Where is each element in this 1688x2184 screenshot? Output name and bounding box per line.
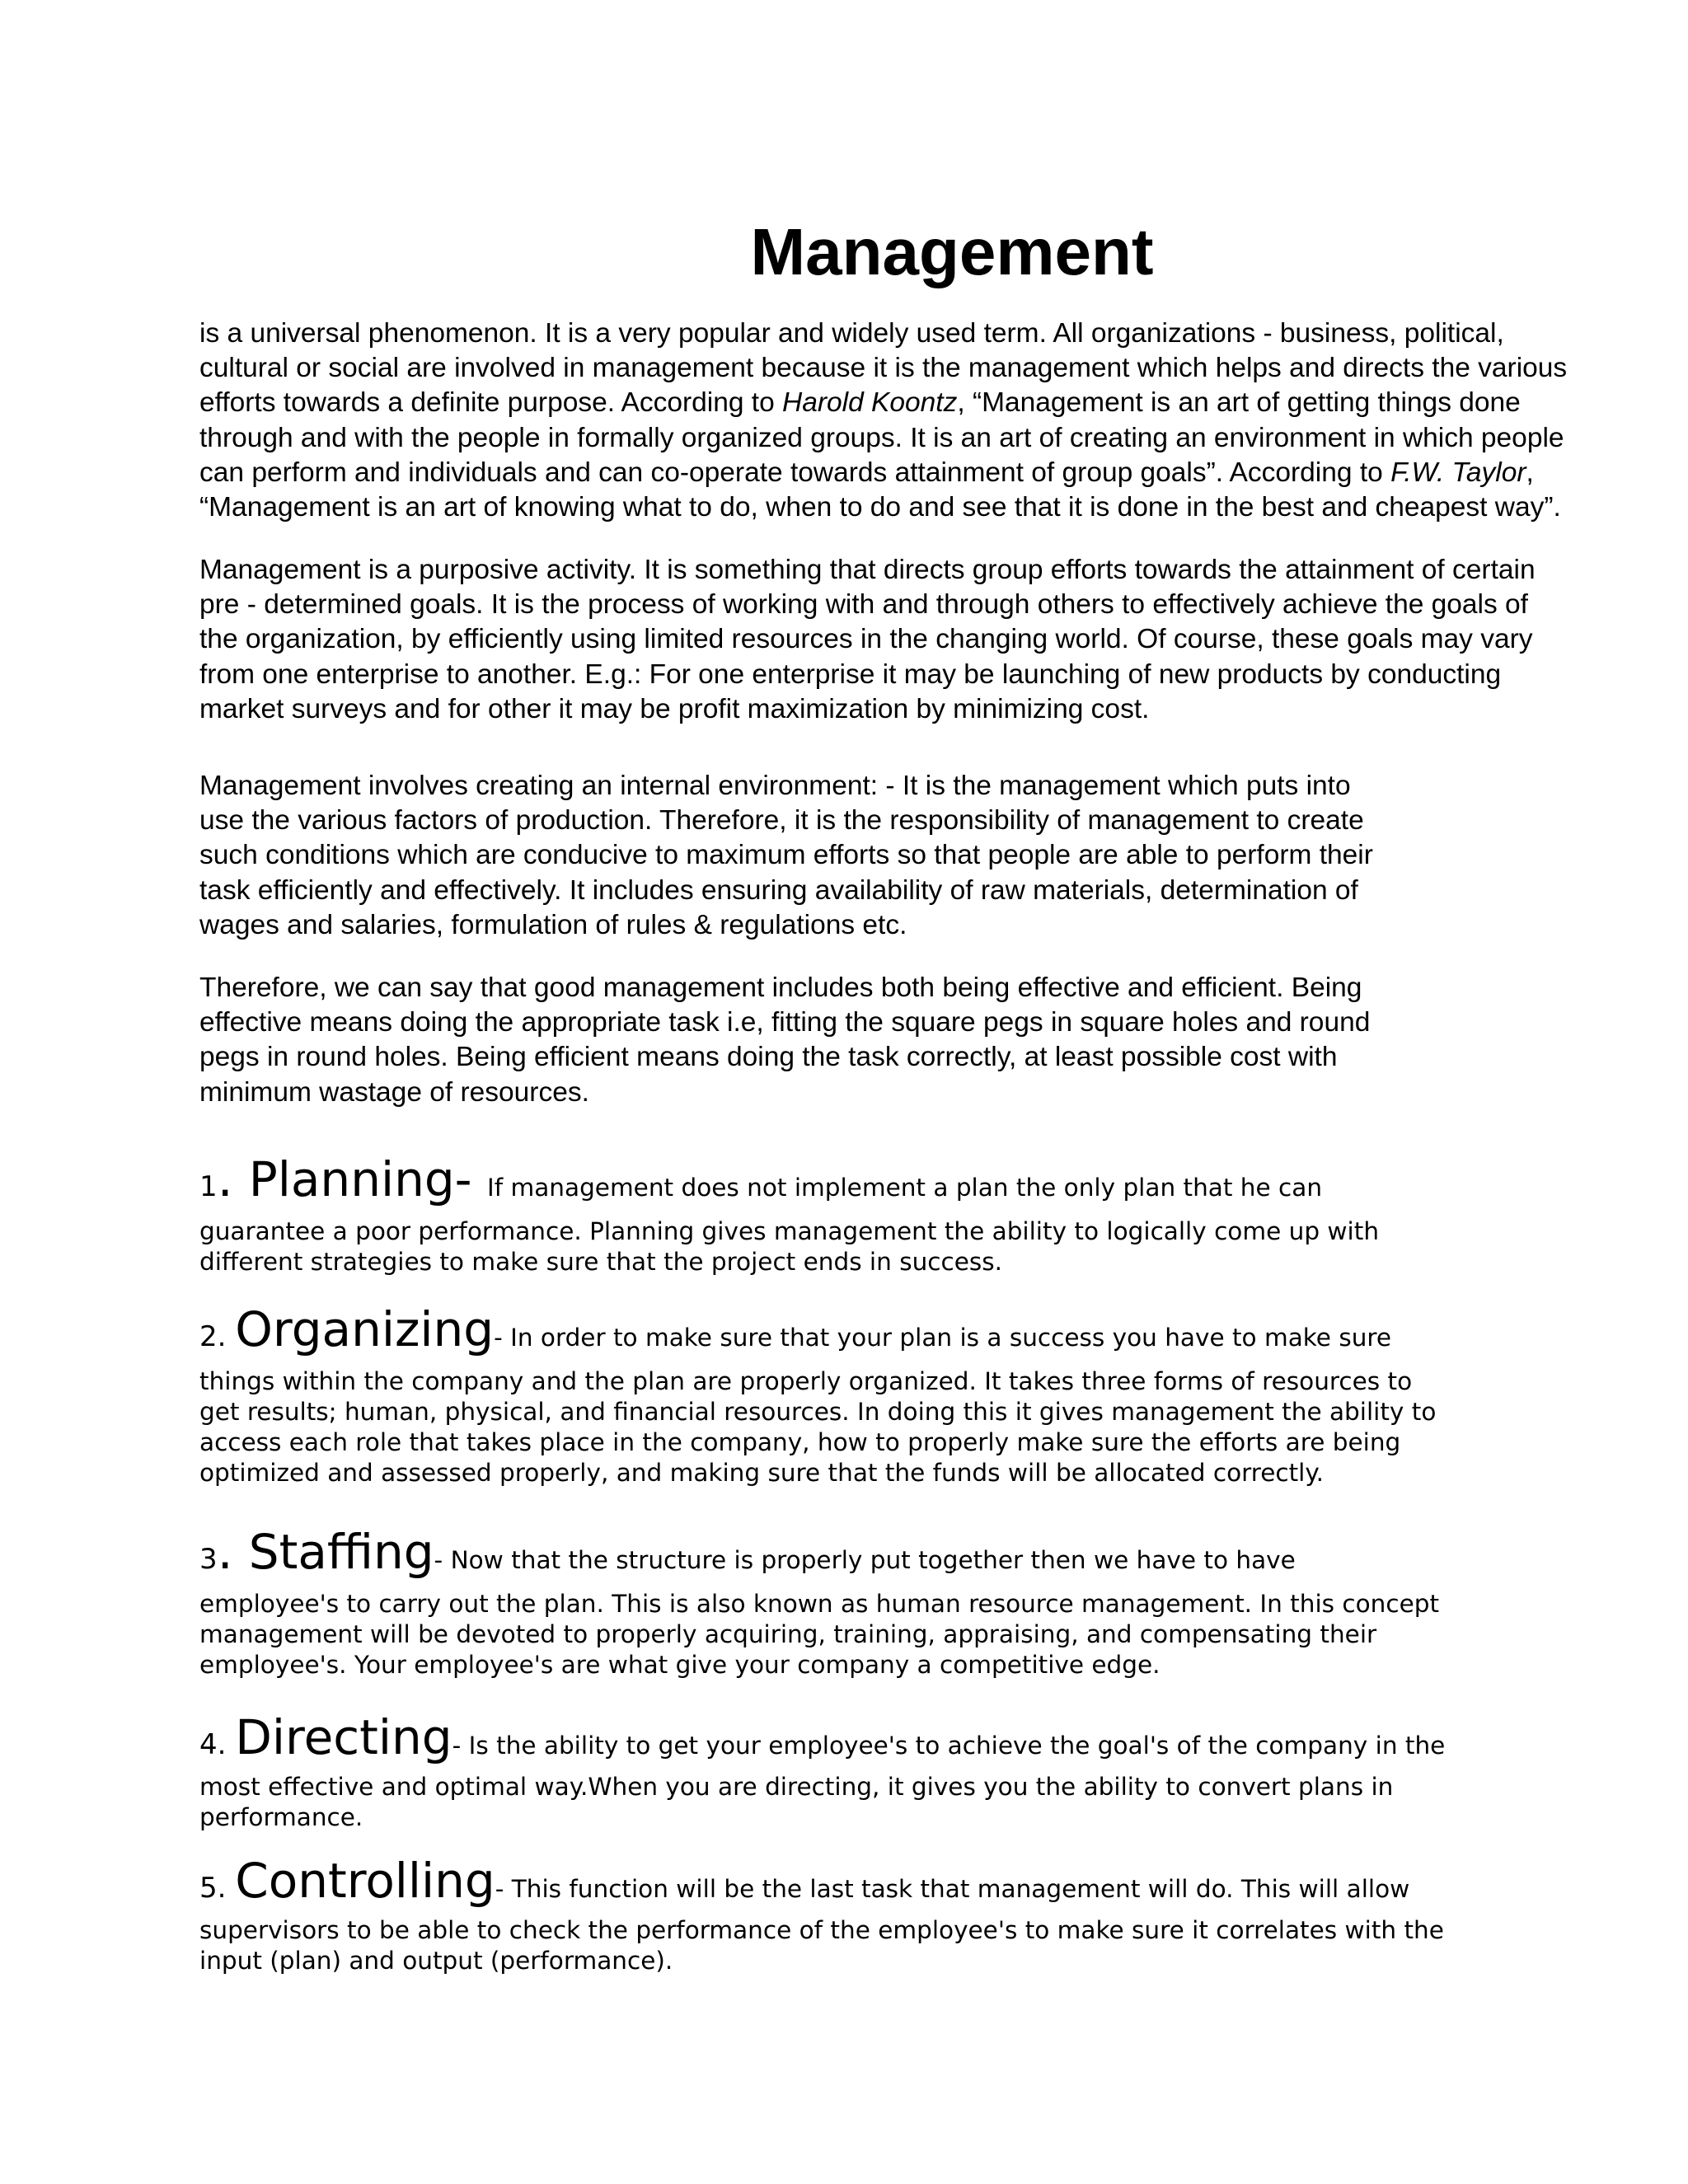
intro-paragraph [199, 316, 1567, 525]
function-text: - In order to make sure that your plan is a success you have to make sure [494, 1324, 1392, 1352]
paragraph-purposive [199, 553, 1536, 727]
function-name: Organizing [235, 1301, 495, 1357]
function-name: Controlling [235, 1853, 495, 1909]
function-text: - Now that the structure is properly put together then we have to have [434, 1546, 1296, 1574]
text-line: pegs in round holes. Being efficient means doing the task correctly, at least possible cost with [199, 1042, 1338, 1073]
function-separator [226, 1728, 235, 1761]
page-title: Management [750, 215, 1154, 288]
function-heading-line [199, 1151, 1518, 1216]
function-name: Staffing [248, 1524, 434, 1580]
function-planning [199, 1151, 1518, 1277]
text-span: , “Management is an art of getting things done [957, 387, 1521, 419]
text-line: effective means doing the appropriate task i.e, fitting the square pegs in square holes and round [199, 1007, 1371, 1038]
text-span: , [1526, 457, 1534, 488]
function-number: 3 [199, 1543, 218, 1576]
paragraph-environment [199, 769, 1373, 943]
text-line: Therefore, we can say that good management includes both being effective and efficient. Being [199, 972, 1362, 1003]
function-separator [226, 1320, 235, 1353]
text-line: guarantee a poor performance. Planning gives management the ability to logically come up with [199, 1217, 1380, 1245]
function-staffing [199, 1523, 1518, 1680]
function-number: 1 [199, 1170, 218, 1203]
author-name: F.W. Taylor [1390, 457, 1526, 488]
text-line: Management is a purposive activity. It is something that directs group efforts towards the attainment of certain [199, 555, 1536, 585]
function-heading-line [199, 1854, 1518, 1915]
text-line: wages and salaries, formulation of rules & regulations etc. [199, 909, 907, 940]
function-heading-line [199, 1523, 1518, 1589]
text-line: task efficiently and effectively. It includes ensuring availability of raw materials, determination of [199, 874, 1358, 906]
text-line: get results; human, physical, and financial resources. In doing this it gives management the ability to [199, 1398, 1437, 1426]
text-line: most effective and optimal way.When you are directing, it gives you the ability to convert plans in [199, 1773, 1394, 1801]
function-separator [226, 1872, 235, 1905]
function-text: - Is the ability to get your employee's to achieve the goal's of the company in the [452, 1732, 1446, 1760]
function-number: 2. [199, 1320, 227, 1353]
function-directing [199, 1711, 1518, 1833]
text-line: management will be devoted to properly acquiring, training, appraising, and compensating their [199, 1620, 1377, 1648]
function-text: - This function will be the last task that management will do. This will allow [495, 1875, 1410, 1903]
text-line: optimized and assessed properly, and making sure that the funds will be allocated correctly. [199, 1459, 1324, 1487]
function-number: 5. [199, 1872, 227, 1905]
text-line: employee's. Your employee's are what give your company a competitive edge. [199, 1651, 1160, 1679]
text-line: “Management is an art of knowing what to do, when to do and see that it is done in the best and cheapest way”. [199, 492, 1561, 523]
function-name: Directing [235, 1709, 452, 1765]
function-organizing [199, 1301, 1518, 1488]
text-line: is a universal phenomenon. It is a very popular and widely used term. All organizations - business, political, [199, 318, 1504, 349]
function-controlling [199, 1854, 1518, 1976]
function-separator: . [217, 1151, 249, 1208]
text-line: Management involves creating an internal environment: - It is the management which puts into [199, 771, 1351, 801]
text-line: input (plan) and output (performance). [199, 1947, 673, 1975]
text-line: minimum wastage of resources. [199, 1076, 589, 1108]
text-line: market surveys and for other it may be profit maximization by minimizing cost. [199, 693, 1150, 724]
text-line: the organization, by efficiently using limited resources in the changing world. Of course, these goals may vary [199, 624, 1533, 655]
text-line: such conditions which are conducive to maximum efforts so that people are able to perform their [199, 840, 1373, 871]
text-line: employee's to carry out the plan. This is also known as human resource management. In this concept [199, 1590, 1440, 1618]
text-line: different strategies to make sure that the project ends in success. [199, 1248, 1002, 1276]
text-line: performance. [199, 1803, 363, 1831]
text-line: use the various factors of production. Therefore, it is the responsibility of management to create [199, 805, 1364, 837]
author-name: Harold Koontz [782, 387, 958, 419]
function-number: 4. [199, 1728, 227, 1761]
text-line: pre - determined goals. It is the process of working with and through others to effectively achieve the goals of [199, 589, 1528, 621]
text-line [199, 386, 1567, 420]
text-line: from one enterprise to another. E.g.: For one enterprise it may be launching of new products by conducting [199, 658, 1502, 690]
function-name: Planning- [248, 1151, 488, 1207]
function-heading-line [199, 1711, 1518, 1772]
text-line: things within the company and the plan are properly organized. It takes three forms of resources to [199, 1367, 1413, 1395]
paragraph-effective-efficient [199, 971, 1370, 1110]
text-line [199, 456, 1567, 490]
text-line: access each role that takes place in the company, how to properly make sure the efforts are being [199, 1428, 1401, 1456]
text-span: efforts towards a definite purpose. According to [199, 387, 783, 419]
function-separator: . [217, 1523, 249, 1581]
text-line: supervisors to be able to check the performance of the employee's to make sure it correlates with the [199, 1916, 1444, 1944]
function-heading-line [199, 1301, 1518, 1366]
text-span: can perform and individuals and can co-operate towards attainment of group goals”. According to [199, 457, 1391, 488]
text-line: through and with the people in formally organized groups. It is an art of creating an environment in which people [199, 422, 1564, 453]
text-line: cultural or social are involved in management because it is the management which helps and directs the various [199, 353, 1568, 384]
function-text: If management does not implement a plan the only plan that he can [487, 1174, 1323, 1202]
